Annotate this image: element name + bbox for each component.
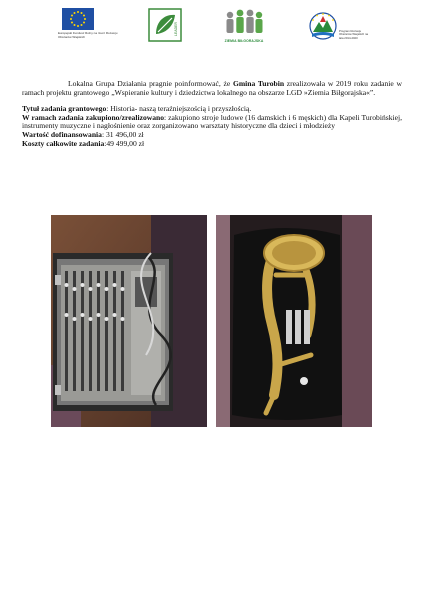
- task-title-label: Tytuł zadania grantowego: [22, 104, 107, 114]
- leader-leaf-icon: [148, 8, 182, 42]
- task-details: [22, 105, 402, 148]
- total-cost-line: [22, 140, 402, 149]
- funding-value: : 31 496,00 zł: [101, 129, 144, 139]
- tuba-instrument-photo: [216, 215, 372, 427]
- prow-emblem-icon: [307, 6, 341, 50]
- leader-logo: [148, 8, 182, 42]
- prow-logo: [307, 6, 369, 50]
- mixer-illustration: [51, 215, 207, 427]
- gmina-name: Gmina Turobin: [232, 79, 285, 88]
- eu-stars-icon: [62, 8, 94, 30]
- intro-paragraph: [22, 80, 402, 97]
- leader-caption: LEADER: [174, 21, 178, 36]
- people-group-icon: [221, 8, 267, 38]
- tuba-illustration: [216, 215, 372, 427]
- lgd-caption: ZIEMIA BIŁGORAJSKA: [224, 39, 264, 43]
- eu-caption: Europejski Fundusz Rolny na rzecz Rozwoju Obszarów Wiejskich: [58, 31, 118, 39]
- logo-bar: [0, 6, 424, 48]
- intro-part1: Lokalna Grupa Działania pragnie poinformować, że: [68, 79, 233, 88]
- total-cost-value: :49 499,00 zł: [104, 138, 145, 148]
- prow-caption: Program Rozwoju Obszarów Wiejskich na lata 2014-2020: [339, 29, 369, 40]
- audio-mixer-photo: [51, 215, 207, 427]
- task-scope-line: [22, 114, 402, 131]
- task-title-value: : Historia- naszą teraźniejszością i przyszłością.: [106, 104, 252, 114]
- task-scope-label: W ramach zadania zakupiono/zrealizowano: [22, 112, 165, 122]
- task-scope-value: : zakupiono stroje ludowe (16 damskich i 6 męskich) dla Kapeli Turobińskiej, instrumenty muzyczne i nagłośnienie oraz zorganizowano warsztaty historyczne dla dzieci i młodzieży: [22, 112, 402, 131]
- eu-flag-logo: [58, 8, 128, 48]
- lgd-ziemia-bilgorajska-logo: [221, 8, 267, 48]
- intro-part2: zrealizowała w 2019 roku zadanie w ramach projektu grantowego „Wspieranie kultury i dziedzictwa lokalnego na obszarze LGD »Ziemia Biłgorajska«”.: [22, 79, 402, 97]
- total-cost-label: Koszty całkowite zadania: [22, 138, 105, 148]
- announcement-text: [22, 80, 402, 148]
- funding-label: Wartość dofinansowania: [22, 129, 102, 139]
